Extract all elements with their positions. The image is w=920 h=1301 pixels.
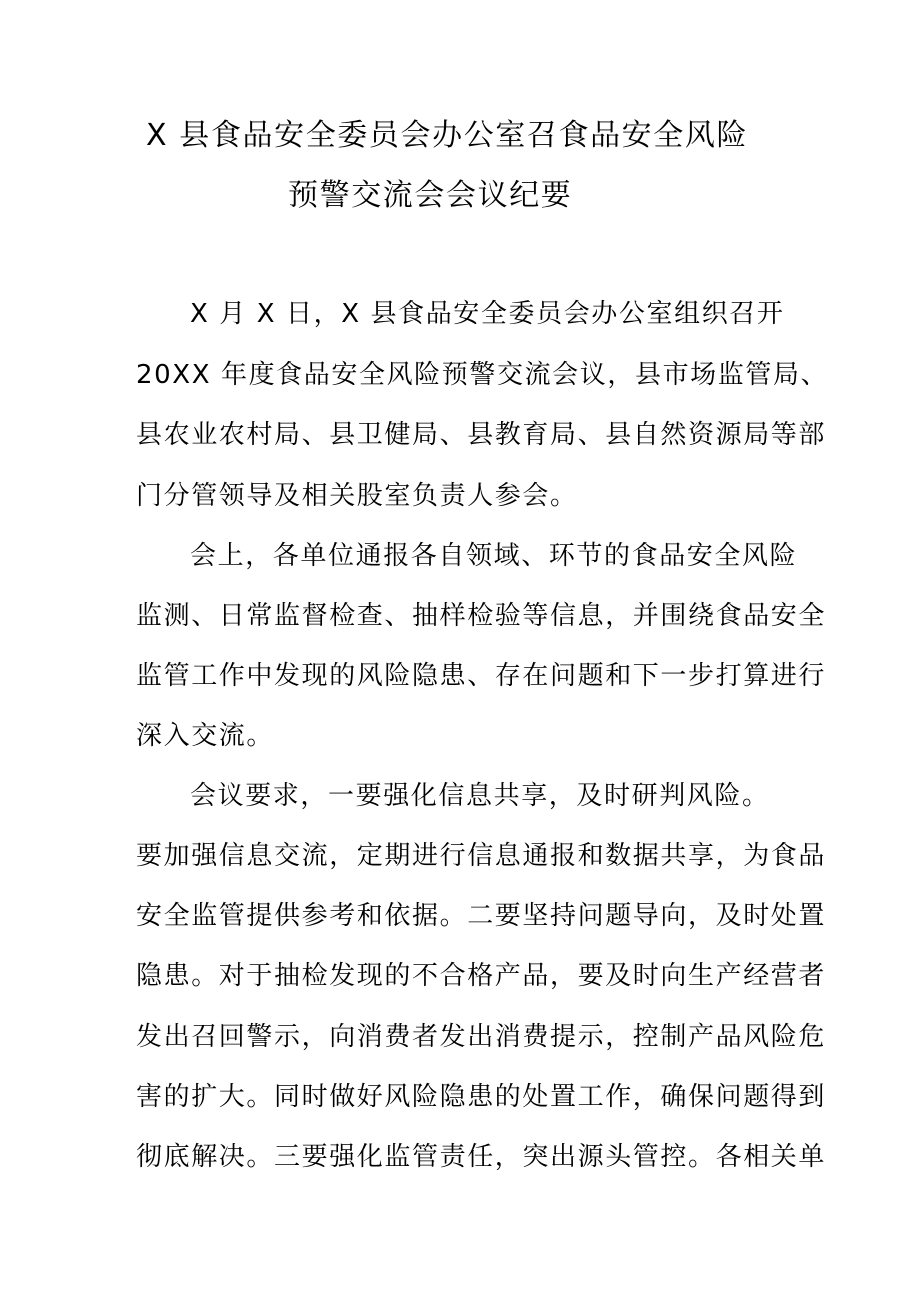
body-line: 门分管领导及相关股室负责人参会。 xyxy=(136,481,578,511)
body-line: 彻底解决。三要强化监管责任，突出源头管控。各相关单 xyxy=(136,1142,827,1172)
body-line: 县农业农村局、县卫健局、县教育局、县自然资源局等部 xyxy=(136,420,827,450)
body-line: 20XX 年度食品安全风险预警交流会议，县市场监管局、 xyxy=(136,360,829,390)
body-line: X 月 X 日，X 县食品安全委员会办公室组织召开 xyxy=(190,299,785,329)
body-line: 监管工作中发现的风险隐患、存在问题和下一步打算进行 xyxy=(136,661,827,691)
body-line: 安全监管提供参考和依据。二要坚持问题导向，及时处置 xyxy=(136,901,827,931)
body-line: 会议要求，一要强化信息共享，及时研判风险。 xyxy=(190,781,770,811)
body-line: 发出召回警示，向消费者发出消费提示，控制产品风险危 xyxy=(136,1022,827,1052)
body-line: 害的扩大。同时做好风险隐患的处置工作，确保问题得到 xyxy=(136,1082,827,1112)
document-title-line-2: 预警交流会会议纪要 xyxy=(288,178,573,213)
body-line: 监测、日常监督检查、抽样检验等信息，并围绕食品安全 xyxy=(136,601,827,631)
body-line: 会上，各单位通报各自领域、环节的食品安全风险 xyxy=(190,541,798,571)
document-title-line-1: X 县食品安全委员会办公室召食品安全风险 xyxy=(146,118,749,153)
body-line: 深入交流。 xyxy=(136,721,275,751)
body-line: 要加强信息交流，定期进行信息通报和数据共享，为食品 xyxy=(136,841,827,871)
body-line: 隐患。对于抽检发现的不合格产品，要及时向生产经营者 xyxy=(136,961,827,991)
